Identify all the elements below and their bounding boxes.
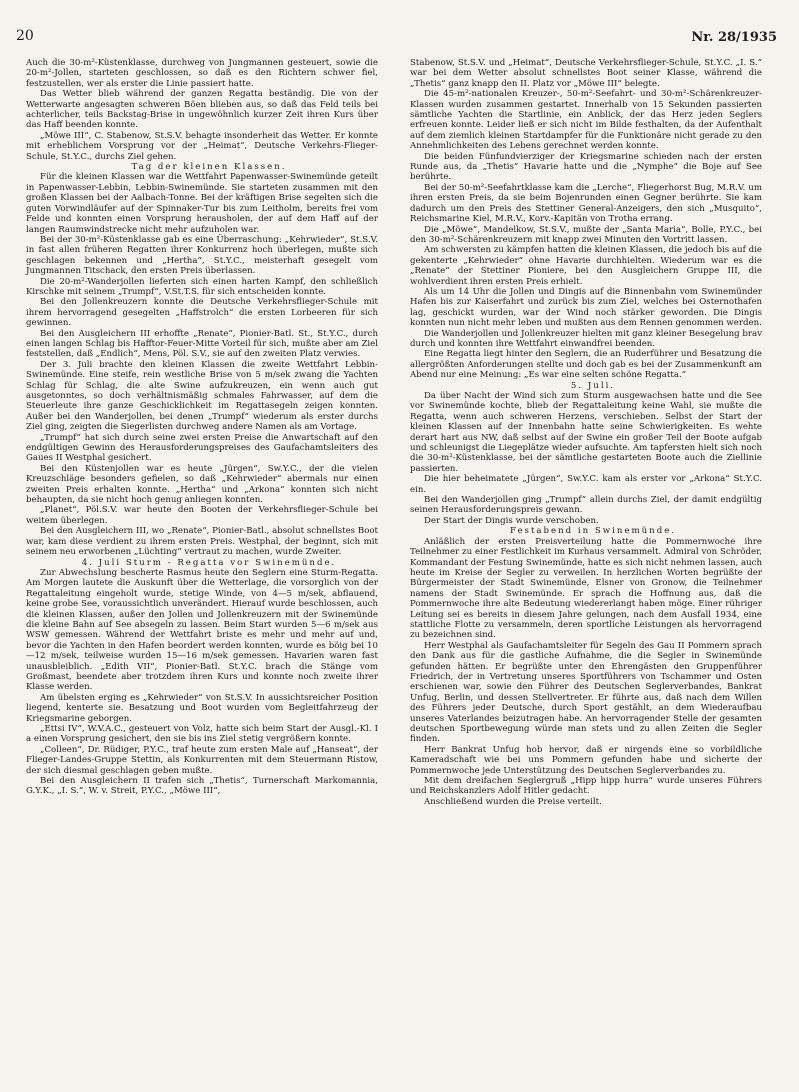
- paragraph: Der Start der Dingis wurde verschoben.: [424, 515, 599, 526]
- paragraph: „Trumpf“ hat sich durch seine zwei ersten Preise die Anwartschaft auf den endgültigen Gewinn des Herausforderungspreises des Gaufachamtsleiters des Gaues II Westphal gesichert.: [26, 432, 378, 464]
- paragraph: Auch die 30-m²-Küstenklasse, durchweg von Jungmannen gesteuert, sowie die 20-m²-Jollen, starteten geschlossen, so daß es den Richtern schwer fiel, festzustellen, wer als erster die Linie passiert hatte.: [26, 58, 378, 89]
- paragraph: Bei den Ausgleichern III erhoffte „Renate“, Pionier-Batl. St., St.Y.C., durch einen langen Schlag bis Hafftor-Feuer-Mitte Vorteil für sich, mußte aber am Ziel feststellen, daß „Endlich“, Mens, Pöl. S.V., sie auf den zweiten Platz verwies.: [26, 328, 378, 360]
- paragraph: Eine Regatta liegt hinter den Seglern, die an Ruderführer und Besatzung die allergrößten Anforderungen stellte und doch gab es bei der Zusammenkunft am Abend nur eine Meinung: „Es war eine selten schöne Regatta.“: [410, 349, 762, 381]
- paragraph: Bei den Wanderjollen ging „Trumpf“ allein durchs Ziel, der damit endgültig seinen Herausforderungspreis gewann.: [410, 495, 762, 516]
- paragraph: Zur Abwechslung bescherte Rasmus heute den Seglern eine Sturm-Regatta. Am Morgen lautete die Auskunft über die Wetterlage, die vorsorglich von der Regattaleitung eingeholt wurde, stetige Winde, von 4—5 m/sek, abflauend, keine grobe See, voraussichtlich unverändert. Hierauf wurde beschlossen, auch die kleinen Klassen, außer den Jollen und Jollenkreuzern mit der Swinemünde die kleine Bahn auf See absegeln zu lassen. Beim Start wurden 5—6 m/sek aus WSW gemessen. Während der Wettfahrt briste es mehr und mehr auf und, bevor die Yachten in den Hafen beordert werden konnten, wurde es böig bei 10—12 m/sek, teilweise wurden 15—16 m/sek gemessen. Havarien waren fast unausbleiblich. „Edith VII“, Pionier-Batl. St.Y.C. brach die Stänge vom Großmast, beendete aber trotzdem ihren Kurs und konnte noch zweite ihrer Klasse werden.: [26, 567, 378, 693]
- paragraph: Bei den Ausgleichern III, wo „Renate“, Pionier-Batl., absolut schnellstes Boot war, kam diese verdient zu ihrem ersten Preis. Westphal, der beginnt, sich mit seinem neu erworbenen „Lüchting“ vertraut zu machen, wurde Zweiter.: [26, 526, 378, 558]
- paragraph: Am schwersten zu kämpfen hatten die kleinen Klassen, die jedoch bis auf die gekenterte „Kehrwieder“ ohne Havarie durchhielten. Wiederum war es die „Renate“ der Stettiner Pioniere, bei den Ausgleichern Gruppe III, die wohlverdient ihren ersten Preis erhielt.: [410, 245, 762, 287]
- paragraph: Die hier beheimatete „Jürgen“, Sw.Y.C. kam als erster vor „Arkona“ St.Y.C. ein.: [410, 474, 762, 495]
- paragraph: Bei den Jollenkreuzern konnte die Deutsche Verkehrsflieger-Schule mit ihrem hervorragend gesegelten „Haffstrolch“ die ersten Lorbeeren für sich gewinnen.: [26, 297, 378, 329]
- paragraph: „Colleen“, Dr. Rüdiger, P.Y.C., traf heute zum ersten Male auf „Hanseat“, der Flieger-Landes-Gruppe Stettin, als Konkurrenten mit dem Steuermann Ristow, der sich diesmal geschlagen geben mußte.: [26, 744, 378, 776]
- paragraph: Der 3. Juli brachte den kleinen Klassen die zweite Wettfahrt Lebbin-Swinemünde. Eine steife, rein westliche Brise von 5 m/sek zwang die Yachten Schlag für Schlag, die alte Swine aufzukreuzen, ein wenn auch gut ausgetonntes, so doch verhältnismäßig schmales Fahrwasser, auf dem die Steuerleute ihre ganze Geschicklichkeit im Regattasegeln zeigen konnten. Außer bei den Wanderjollen, bei denen „Trumpf“ wiederum als erster durchs Ziel ging, zeigten die Siegerlisten durchweg andere Namen als am Vortage.: [26, 359, 378, 433]
- paragraph: Für die kleinen Klassen war die Wettfahrt Papenwasser-Swinemünde geteilt in Papenwasser-Lebbin, Lebbin-Swinemünde. Sie starteten zusammen mit den großen Klassen bei der Aalbach-Tonne. Bei der kräftigen Brise segelten sich die guten Vorwindläufer auf der Spinnaker-Tur bis zum Leitholm, bereits frei vom Felde und konnten einen Vorsprung herausholen, der auf dem Haff auf der langen Raumwindstrecke nicht mehr aufzuholen war.: [26, 172, 378, 235]
- paragraph: Die beiden Fünfundvierziger der Kriegsmarine schieden nach der ersten Runde aus, da „Thetis“ Havarie hatte und die „Nymphe“ die Boje auf See berührte.: [410, 151, 762, 183]
- paragraph: Bei den Küstenjollen war es heute „Jürgen“, Sw.Y.C., der die vielen Kreuzschläge besonders gefielen, so daß „Kehrwieder“ abermals nur einen zweiten Preis erhalten konnte. „Hertha“ und „Arkona“ konnten sich nicht behaupten, da sie nicht hoch genug anliegen konnten.: [26, 463, 378, 506]
- paragraph: Da über Nacht der Wind sich zum Sturm ausgewachsen hatte und die See vor Swinemünde kochte, blieb der Regattaleitung keine Wahl, sie mußte die Regatta, wenn auch schweren Herzens, verschieben. Selbst der Start der kleinen Klassen auf der Innenbahn hatte seine Schwierigkeiten. Es wehte derart hart aus NW, daß selbst auf der Swine ein großer Teil der Boote aufgab und schleunigst die Liegeplätze wieder aufsuchte. Am tapfersten hielt sich noch die 30-m²-Küstenklasse, bei der sämtliche gestarteten Boote auch die Ziellinie passierten.: [410, 391, 762, 474]
- issue-number: Nr. 28/1935: [691, 30, 777, 45]
- paragraph: „Ettsi IV“, W.V.A.C., gesteuert von Volz, hatte sich beim Start der Ausgl.-Kl. I a einen Vorsprung gesichert, den sie bis ins Ziel stetig vergrößern konnte.: [26, 724, 378, 745]
- paragraph: Anläßlich der ersten Preisverteilung hatte die Pommernwoche ihre Teilnehmer zu einer Festlichkeit im Kurhaus versammelt. Admiral von Schröder, Kommandant der Festung Swinemünde, hatte es sich nicht nehmen lassen, auch heute im Kreise der Segler zu verweilen. In herzlichen Worten begrüßte der Bürgermeister der Stadt Swinemünde, Elsner von Gronow, die Teilnehmer namens der Stadt Swinemünde. Er sprach die Hoffnung aus, daß die Pommernwoche ihre alte Bedeutung wiedererlangt haben möge. Einer rühriger Leitung sei es bereits in diesem Jahre gelungen, nach dem Ausfall 1934, eine stattliche Flotte zu versammeln, deren sportliche Leistungen als hervorragend zu bezeichnen sind.: [410, 536, 762, 641]
- section-heading: Festabend in Swinemünde.: [509, 526, 677, 537]
- paragraph: Am übelsten erging es „Kehrwieder“ von St.S.V. In aussichtsreicher Position liegend, kenterte sie. Besatzung und Boot wurden vom Begleitfahrzeug der Kriegsmarine geborgen.: [26, 692, 378, 724]
- paragraph: Bei der 50-m²-Seefahrtklasse kam die „Lerche“, Fliegerhorst Bug, M.R.V. um ihren ersten Preis, da sie beim Bojenrunden einen Gegner berührte. Sie kam dadurch um den Preis des Stettiner General-Anzeigers, den sich „Musquito“, Reichsmarine Kiel, M.R.V., Korv.-Kapitän von Trotha errang.: [410, 182, 762, 225]
- paragraph: Herr Westphal als Gaufachamtsleiter für Segeln des Gau II Pommern sprach den Dank aus für die gastliche Aufnahme, die die Segler in Swinemünde gefunden hätten. Er begrüßte unter den Ehrengästen den Gruppenführer Friedrich, der in Vertretung unseres Sportführers von Tschammer und Osten erschienen war, sowie den Führer des Deutschen Seglerverbandes, Bankrat Unfug, Berlin, und dessen Stellvertreter. Er führte aus, daß nach dem Willen des Führers jeder Deutsche, durch Sport gestählt, an dem Wiederaufbau unseres Vaterlandes beizutragen habe. An hervorragender Stelle der gesamten deutschen Sportbewegung würde man stets und zu allen Zeiten die Segler finden.: [410, 640, 762, 745]
- paragraph: Mit dem dreifachen Seglergruß „Hipp hipp hurra“ wurde unseres Führers und Reichskanzlers Adolf Hitler gedacht.: [410, 776, 762, 797]
- left-column: [26, 58, 378, 797]
- paragraph: Die Wanderjollen und Jollenkreuzer hielten mit ganz kleiner Besegelung brav durch und konnten ihre Wettfahrt einwandfrei beenden.: [410, 328, 762, 349]
- section-heading: Tag der kleinen Klassen.: [131, 162, 287, 173]
- paragraph: Bei der 30-m²-Küstenklasse gab es eine Überraschung: „Kehrwieder“, St.S.V. in fast allen früheren Regatten ihrer Konkurrenz hoch überlegen, mußte sich geschlagen bekennen und „Hertha“, St.Y.C., meisterhaft gesegelt vom Jungmannen Titschack, den ersten Preis überlassen.: [26, 234, 378, 277]
- page-number: 20: [16, 28, 34, 44]
- paragraph: „Planet“, Pöl.S.V. war heute den Booten der Verkehrsflieger-Schule bei weitem überlegen.: [26, 505, 378, 526]
- section-heading: 4. Juli Sturm - Regatta vor Swinemünde.: [81, 557, 337, 568]
- paragraph: Als um 14 Uhr die Jollen und Dingis auf die Binnenbahn vom Swinemünder Hafen bis zur Kaiserfahrt und zurück bis zum Ziel, welches bei Osternothafen lag, geschickt wurden, war der Wind noch stärker geworden. Die Dingis konnten nun nicht mehr leben und mußten aus dem Rennen genommen werden.: [410, 286, 762, 329]
- paragraph: Anschließend wurden die Preise verteilt.: [424, 796, 602, 807]
- paragraph: „Möwe III“, C. Stabenow, St.S.V. behagte insonderheit das Wetter. Er konnte mit erheblichem Vorsprung vor der „Heimat“, Deutsche Verkehrs-Flieger-Schule, St.Y.C., durchs Ziel gehen.: [26, 130, 378, 162]
- paragraph: Stabenow, St.S.V. und „Heimat“, Deutsche Verkehrsflieger-Schule, St.Y.C. „I. S.“ war bei dem Wetter absolut schnellstes Boot seiner Klasse, während die „Thetis“ ganz knapp den II. Platz vor „Möwe III“ belegte.: [410, 58, 762, 89]
- paragraph: Die 20-m²-Wanderjollen lieferten sich einen harten Kampf, den schließlich Kirschke mit seinem „Trumpf“, V.St.T.S. für sich entscheiden konnte.: [26, 276, 378, 297]
- paragraph: Die „Möwe“, Mandelkow, St.S.V., mußte der „Santa Maria“, Bolle, P.Y.C., bei den 30-m²-Schärenkreuzern mit knapp zwei Minuten den Vortritt lassen.: [410, 224, 762, 245]
- paragraph: Die 45-m²-nationalen Kreuzer-, 50-m²-Seefahrt- und 30-m²-Schärenkreuzer-Klassen wurden zusammen gestartet. Innerhalb von 15 Sekunden passierten sämtliche Yachten die Startlinie, ein Anblick, der das Herz jeden Seglers erfreuen konnte. Leider ließ er sich nicht im Bilde festhalten, da der Aufenthalt auf dem ziemlich kleinen Startdampfer für die Funktionäre nicht gerade zu den Annehmlichkeiten des Lebens gerechnet werden konnte.: [410, 89, 762, 152]
- section-heading: 5. Juli.: [570, 380, 616, 391]
- right-column: [410, 58, 762, 807]
- paragraph: Das Wetter blieb während der ganzen Regatta beständig. Die von der Wetterwarte angesagten schweren Böen blieben aus, so daß das Feld teils bei achterlicher, teils Backstag-Brise in ungewöhnlich kurzer Zeit ihren Kurs über das Haff beenden konnte.: [26, 89, 378, 131]
- paragraph: Bei den Ausgleichern II trafen sich „Thetis“, Turnerschaft Markomannia, G.Y.K., „I. S.“, W. v. Streit, P.Y.C., „Möwe III“,: [26, 776, 378, 797]
- paragraph: Herr Bankrat Unfug hob hervor, daß er nirgends eine so vorbildliche Kameradschaft wie bei uns Pommern gefunden habe und sicherte der Pommernwoche jede Unterstützung des Deutschen Seglerverbandes zu.: [410, 744, 762, 776]
